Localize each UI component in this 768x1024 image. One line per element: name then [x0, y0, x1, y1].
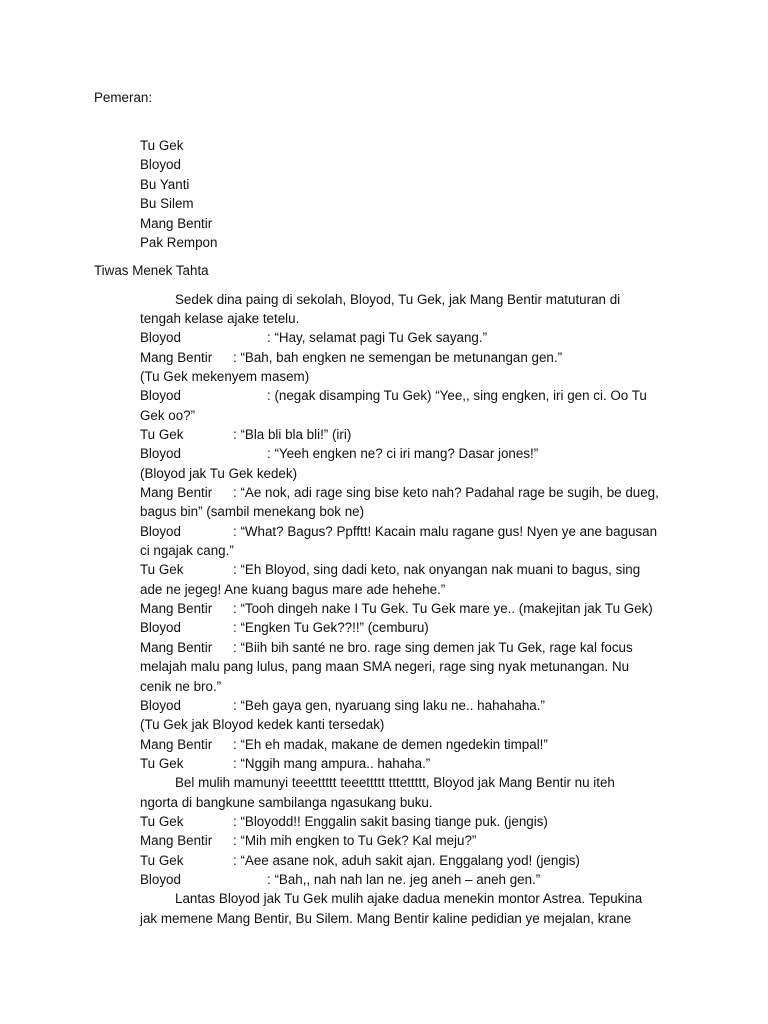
- narration-line: bagus bin” (sambil menekang bok ne): [140, 504, 365, 520]
- narration-line: Lantas Bloyod jak Tu Gek mulih ajake dadua menekin montor Astrea. Tepukina: [175, 891, 643, 907]
- dialog-line: [140, 812, 548, 831]
- speaker-name: Mang Bentir: [140, 349, 213, 365]
- speaker-name: Tu Gek: [140, 813, 184, 829]
- dialog-line: [140, 444, 538, 463]
- dialog-text: : “Bah,, nah nah lan ne. jeg aneh – aneh gen.”: [267, 872, 541, 887]
- speaker-name: Tu Gek: [140, 426, 184, 442]
- narration-line: ade ne jegeg! Ane kuang bagus mare ade hehehe.”: [140, 581, 446, 597]
- speaker-name: Tu Gek: [140, 755, 184, 771]
- dialog-line: [140, 638, 633, 657]
- narration-line: Bel mulih mamunyi teeettttt teeettttt tttettttt, Bloyod jak Mang Bentir nu iteh: [175, 775, 615, 791]
- speaker-name: Tu Gek: [140, 852, 184, 868]
- story-title: Tiwas Menek Tahta: [94, 263, 209, 278]
- dialog-line: [140, 735, 548, 754]
- cast-item: Bu Yanti: [140, 176, 190, 192]
- dialog-text: : “Ae nok, adi rage sing bise keto nah? Padahal rage be sugih, be dueg,: [233, 485, 659, 500]
- dialog-line: [140, 599, 653, 618]
- dialog-text: : “Eh Bloyod, sing dadi keto, nak onyangan nak muani to bagus, sing: [233, 562, 641, 578]
- dialog-line: [140, 348, 562, 367]
- speaker-name: Mang Bentir: [140, 833, 213, 849]
- narration-line: ngorta di bangkune sambilanga ngasukang buku.: [140, 794, 433, 810]
- dialog-text: : “Bloyodd!! Enggalin sakit basing tiange puk. (jengis): [233, 813, 548, 829]
- narration-line: jak memene Mang Bentir, Bu Silem. Mang Bentir kaline pedidian ye mejalan, krane: [140, 910, 632, 926]
- dialog-line: [140, 696, 545, 715]
- dialog-line: [140, 386, 647, 405]
- dialog-line: [140, 870, 540, 889]
- narration-line: Sedek dina paing di sekolah, Bloyod, Tu Gek, jak Mang Bentir matuturan di: [175, 291, 621, 307]
- narration-line: cenik ne bro.”: [140, 678, 222, 694]
- cast-item: Pak Rempon: [140, 235, 218, 250]
- cast-item: Bu Silem: [140, 196, 194, 212]
- speaker-name: Bloyod: [140, 620, 181, 636]
- speaker-name: Mang Bentir: [140, 601, 213, 617]
- dialog-text: : “Yeeh engken ne? ci iri mang? Dasar jones!”: [267, 446, 539, 462]
- speaker-name: Bloyod: [140, 872, 181, 887]
- dialog-line: [140, 522, 657, 541]
- dialog-text: : “Eh eh madak, makane de demen ngedekin timpal!”: [233, 736, 548, 752]
- speaker-name: Tu Gek: [140, 562, 184, 578]
- speaker-name: Bloyod: [140, 446, 181, 462]
- dialog-line: [140, 560, 640, 579]
- speaker-name: Bloyod: [140, 523, 181, 539]
- dialog-text: : “Bah, bah engken ne semengan be metunangan gen.”: [233, 349, 563, 365]
- cast-item: Tu Gek: [140, 138, 184, 153]
- narration-line: ci ngajak cang.”: [140, 543, 234, 559]
- speaker-name: Mang Bentir: [140, 485, 213, 500]
- dialog-text: : “Nggih mang ampura.. hahaha.”: [233, 755, 431, 771]
- dialog-text: : “What? Bagus? Ppfftt! Kacain malu ragane gus! Nyen ye ane bagusan: [233, 523, 658, 539]
- speaker-name: Bloyod: [140, 388, 181, 404]
- narration-line: tengah kelase ajake tetelu.: [140, 310, 300, 326]
- dialog-text: : “Biih bih santé ne bro. rage sing demen jak Tu Gek, rage kal focus: [233, 639, 633, 655]
- dialog-line: [140, 831, 476, 850]
- dialog-text: : (negak disamping Tu Gek) “Yee,, sing engken, iri gen ci. Oo Tu: [267, 388, 647, 404]
- dialog-text: : “Mih mih engken to Tu Gek? Kal meju?”: [233, 833, 477, 849]
- cast-item: Bloyod: [140, 157, 181, 173]
- speaker-name: Mang Bentir: [140, 639, 213, 655]
- speaker-name: Bloyod: [140, 330, 181, 346]
- dialog-line: [140, 754, 430, 773]
- dialog-text: : “Beh gaya gen, nyaruang sing laku ne.. hahahaha.”: [233, 697, 545, 713]
- speaker-name: Mang Bentir: [140, 736, 213, 752]
- narration-line: (Tu Gek jak Bloyod kedek kanti tersedak): [140, 717, 385, 733]
- dialog-text: : “Aee asane nok, aduh sakit ajan. Enggalang yod! (jengis): [233, 852, 580, 868]
- dialog-text: : “Tooh dingeh nake I Tu Gek. Tu Gek mare ye.. (makejitan jak Tu Gek): [233, 601, 653, 617]
- dialog-text: : “Hay, selamat pagi Tu Gek sayang.”: [267, 330, 488, 346]
- narration-line: (Tu Gek mekenyem masem): [140, 368, 310, 384]
- dialog-line: [140, 328, 487, 347]
- dialog-text: : “Bla bli bla bli!” (iri): [233, 426, 352, 442]
- narration-line: (Bloyod jak Tu Gek kedek): [140, 465, 298, 481]
- dialog-text: : “Engken Tu Gek??!!” (cemburu): [233, 620, 429, 636]
- speaker-name: Bloyod: [140, 697, 181, 713]
- dialog-line: [140, 483, 659, 502]
- dialog-line: [140, 425, 351, 444]
- cast-item: Mang Bentir: [140, 215, 213, 231]
- dialog-line: [140, 851, 580, 870]
- narration-line: melajah malu pang lulus, pang maan SMA negeri, rage sing nyak metunangan. Nu: [140, 659, 630, 675]
- narration-line: Gek oo?”: [140, 407, 196, 423]
- dialog-line: [140, 618, 429, 637]
- cast-heading: Pemeran:: [94, 90, 153, 105]
